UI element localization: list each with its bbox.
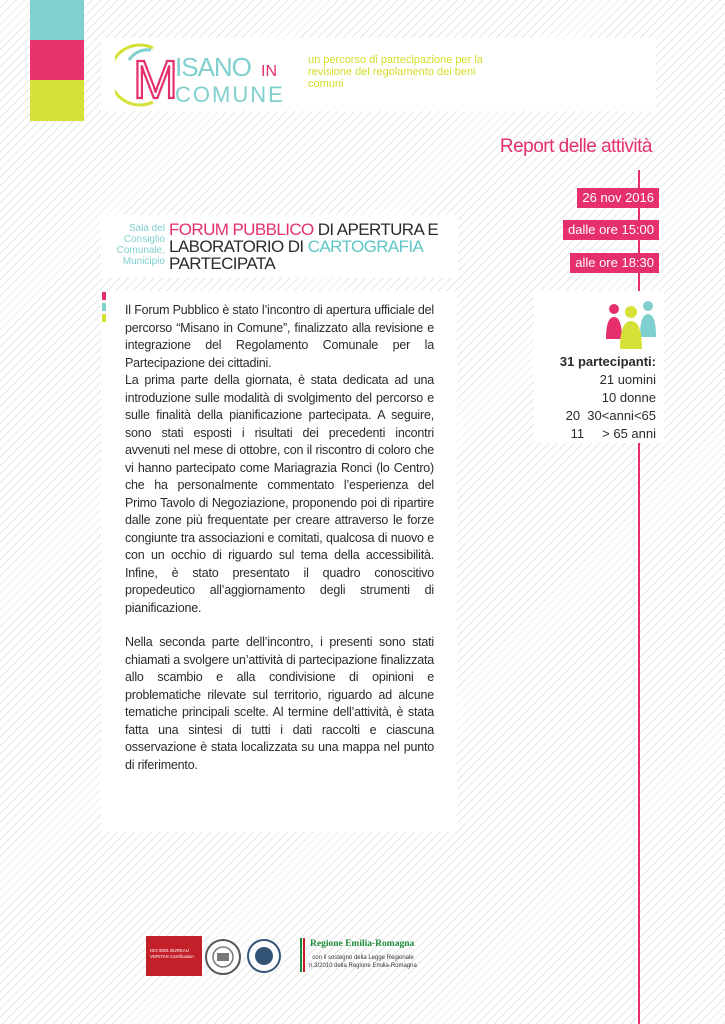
start-time-label: dalle ore 15:00	[563, 220, 659, 240]
misano-in-comune-logo	[115, 40, 305, 110]
logo-word-misano: ISANO	[175, 52, 251, 82]
rer-name: Regione Emilia-Romagna	[310, 939, 415, 949]
tagline: un percorso di partecipazione per la revisione del regolamento dei beni comuni	[308, 54, 483, 90]
end-time-label: alle ore 18:30	[570, 253, 659, 273]
regione-emilia-romagna-logo	[298, 936, 428, 980]
paragraph-3: Nella seconda parte dell’incontro, i presenti sono stati chiamati a svolgere un’attività di partecipazione finalizzata allo scambio e alla condivisione di opinioni e problematiche rilevate sul territorio, riguardo ad alcune tematiche principali scelte. Al termine dell’attività, è stata fatta una sintesi di tutti i dati raccolti e ciascuna osservazione è stata localizzata su una mappa nel punto di riferimento.	[125, 635, 434, 772]
logo-letter: M	[133, 50, 178, 110]
paragraph-2: La prima parte della giornata, è stata dedicata ad una introduzione sulle modalità di svolgimento del percorso e sulle finalità della pianificazione partecipata. A seguire, sono stati esposti i risultati dei precedenti incontri avvenuti nel mese di ottobre, con il riscontro di coloro che vi hanno partecipato come Mariagrazia Ronci (lo Centro) che ha personalmente commentato l’esperienza del Primo Tavolo di Negoziazione, proponendo poi di ripartire dalle zone più frequentate per creare attraverso le forze congiunte tra associazioni e comitati, qualcosa di nuovo e con un occhio di riguardo sul tema della accessibilità. Infine, è stato presentato il quadro conoscitivo propedeutico all’aggiornamento degli strumenti di pianificazione.	[125, 373, 434, 615]
color-block-lime	[30, 80, 84, 121]
accredia-seal-icon	[246, 938, 282, 974]
stat-row-seniors: 11 > 65 anni	[570, 426, 656, 441]
stat-row-men: 21 uomini	[599, 372, 656, 387]
event-title-part1: FORUM PUBBLICO	[169, 220, 314, 239]
logo-word-in: IN	[261, 63, 277, 80]
color-block-pink	[30, 40, 84, 80]
date-label: 26 nov 2016	[577, 188, 659, 208]
rer-subtitle	[298, 954, 428, 970]
event-title-part3: CARTOGRAFIA	[307, 237, 423, 256]
color-bars-icon	[102, 292, 106, 325]
rer-subtitle-line2: n.3/2010 della Regione Emilia-Romagna	[309, 963, 417, 969]
paragraph-1: Il Forum Pubblico è stato l’incontro di apertura ufficiale del percorso “Misano in Comune”, finalizzato alla revisione e integrazione del Regolamento Comunale per la Partecipazione dei cittadini.	[125, 303, 434, 370]
bureau-veritas-logo	[146, 936, 202, 976]
stat-row-adults: 20 30<anni<65	[565, 408, 656, 423]
event-title-part4: PARTECIPATA	[169, 254, 276, 273]
footer-logos	[146, 936, 426, 980]
participants-title: 31 partecipanti:	[559, 354, 656, 369]
event-title-box	[101, 215, 458, 278]
rer-subtitle-line1: con il sostegno della Legge Regionale	[312, 955, 414, 961]
bureau-veritas-seal-icon	[204, 938, 242, 976]
people-icon	[604, 299, 660, 351]
participants-box	[534, 291, 664, 443]
report-body	[101, 291, 457, 832]
body-text	[125, 302, 434, 774]
bureau-veritas-text: ISO 9001 BUREAU VERITAS Certification	[150, 948, 194, 959]
logo-word-comune: COMUNE	[175, 82, 285, 107]
stat-row-women: 10 donne	[601, 390, 656, 405]
participants-stats	[526, 353, 656, 443]
event-title	[169, 221, 451, 272]
venue: Sala del Consiglio Comunale, Municipio	[116, 223, 165, 267]
color-block-teal	[30, 0, 84, 40]
header	[101, 38, 656, 111]
report-title: Report delle attività	[499, 136, 652, 157]
event-title-part2: DI APERTURA E LABORATORIO DI	[169, 220, 439, 256]
